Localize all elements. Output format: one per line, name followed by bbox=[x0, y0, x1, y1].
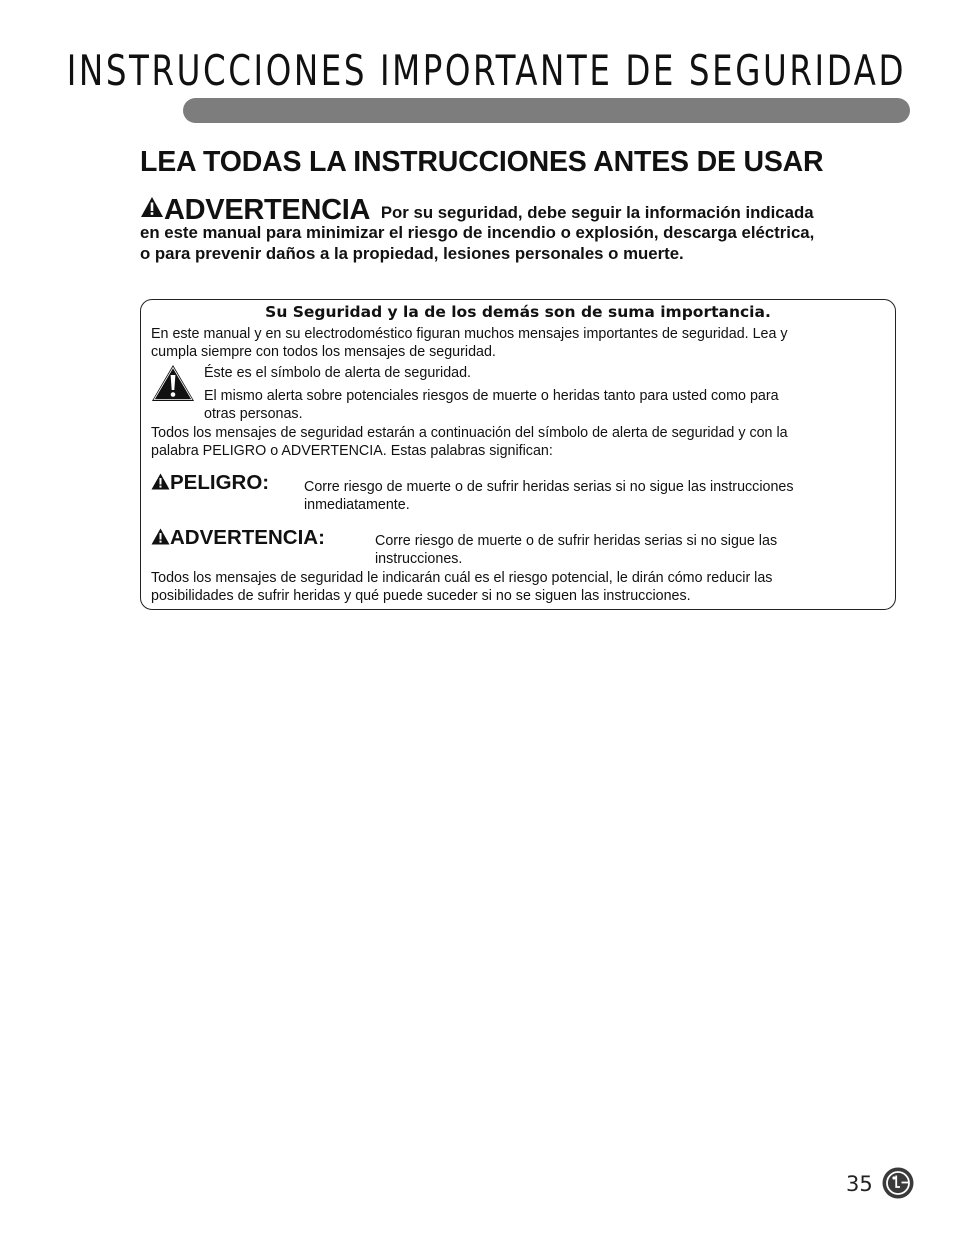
alert-line1: El mismo alerta sobre potenciales riesgos de muerte o heridas tanto para usted como para bbox=[204, 388, 779, 404]
title-bar bbox=[183, 98, 910, 123]
warning-text-line2: en este manual para minimizar el riesgo de incendio o explosión, descarga eléctrica, bbox=[140, 222, 815, 242]
safety-alert-triangle-icon bbox=[151, 364, 195, 402]
warning-text-line3: o para prevenir daños a la propiedad, lesiones personales o muerte. bbox=[140, 244, 684, 263]
safety-box-title: Su Seguridad y la de los demás son de suma importancia. bbox=[265, 303, 771, 321]
messages-line2: palabra PELIGRO o ADVERTENCIA. Estas palabras significan: bbox=[151, 443, 553, 459]
advertencia-triangle-icon bbox=[151, 528, 170, 545]
safety-box bbox=[140, 299, 896, 610]
peligro-line1: Corre riesgo de muerte o de sufrir heridas serias si no sigue las instrucciones bbox=[304, 479, 794, 495]
warning-block bbox=[140, 196, 900, 265]
advertencia-line1: Corre riesgo de muerte o de sufrir heridas serias si no sigue las bbox=[375, 533, 778, 549]
warning-text-line1: Por su seguridad, debe seguir la información indicada bbox=[380, 203, 814, 222]
messages-line1: Todos los mensajes de seguridad estarán a continuación del símbolo de alerta de seguridad y con la bbox=[151, 425, 788, 441]
advertencia-label bbox=[151, 526, 325, 550]
warning-word: ADVERTENCIA bbox=[164, 194, 371, 226]
warning-triangle-icon bbox=[140, 196, 164, 218]
symbol-description: Éste es el símbolo de alerta de seguridad. bbox=[204, 365, 472, 381]
closing-line2: posibilidades de sufrir heridas y qué puede suceder si no se siguen las instrucciones. bbox=[151, 588, 691, 604]
section-heading: LEA TODAS LA INSTRUCCIONES ANTES DE USAR bbox=[140, 146, 824, 178]
closing-line1: Todos los mensajes de seguridad le indicarán cuál es el riesgo potencial, le dirán cómo reducir las bbox=[151, 570, 773, 586]
peligro-label bbox=[151, 471, 269, 495]
warning-first-line bbox=[140, 196, 900, 224]
lg-logo-icon bbox=[882, 1167, 914, 1199]
intro-line1: En este manual y en su electrodoméstico figuran muchos mensajes importantes de seguridad. Lea y bbox=[151, 326, 788, 342]
page-number: 35 bbox=[846, 1172, 873, 1196]
advertencia-label-text: ADVERTENCIA: bbox=[170, 526, 325, 549]
peligro-triangle-icon bbox=[151, 473, 170, 490]
peligro-label-text: PELIGRO: bbox=[170, 471, 270, 494]
intro-line2: cumpla siempre con todos los mensajes de seguridad. bbox=[151, 344, 496, 360]
alert-line2: otras personas. bbox=[204, 406, 303, 422]
page-title: INSTRUCCIONES IMPORTANTE DE SEGURIDAD bbox=[66, 46, 907, 95]
advertencia-line2: instrucciones. bbox=[375, 551, 463, 567]
peligro-line2: inmediatamente. bbox=[304, 497, 410, 513]
